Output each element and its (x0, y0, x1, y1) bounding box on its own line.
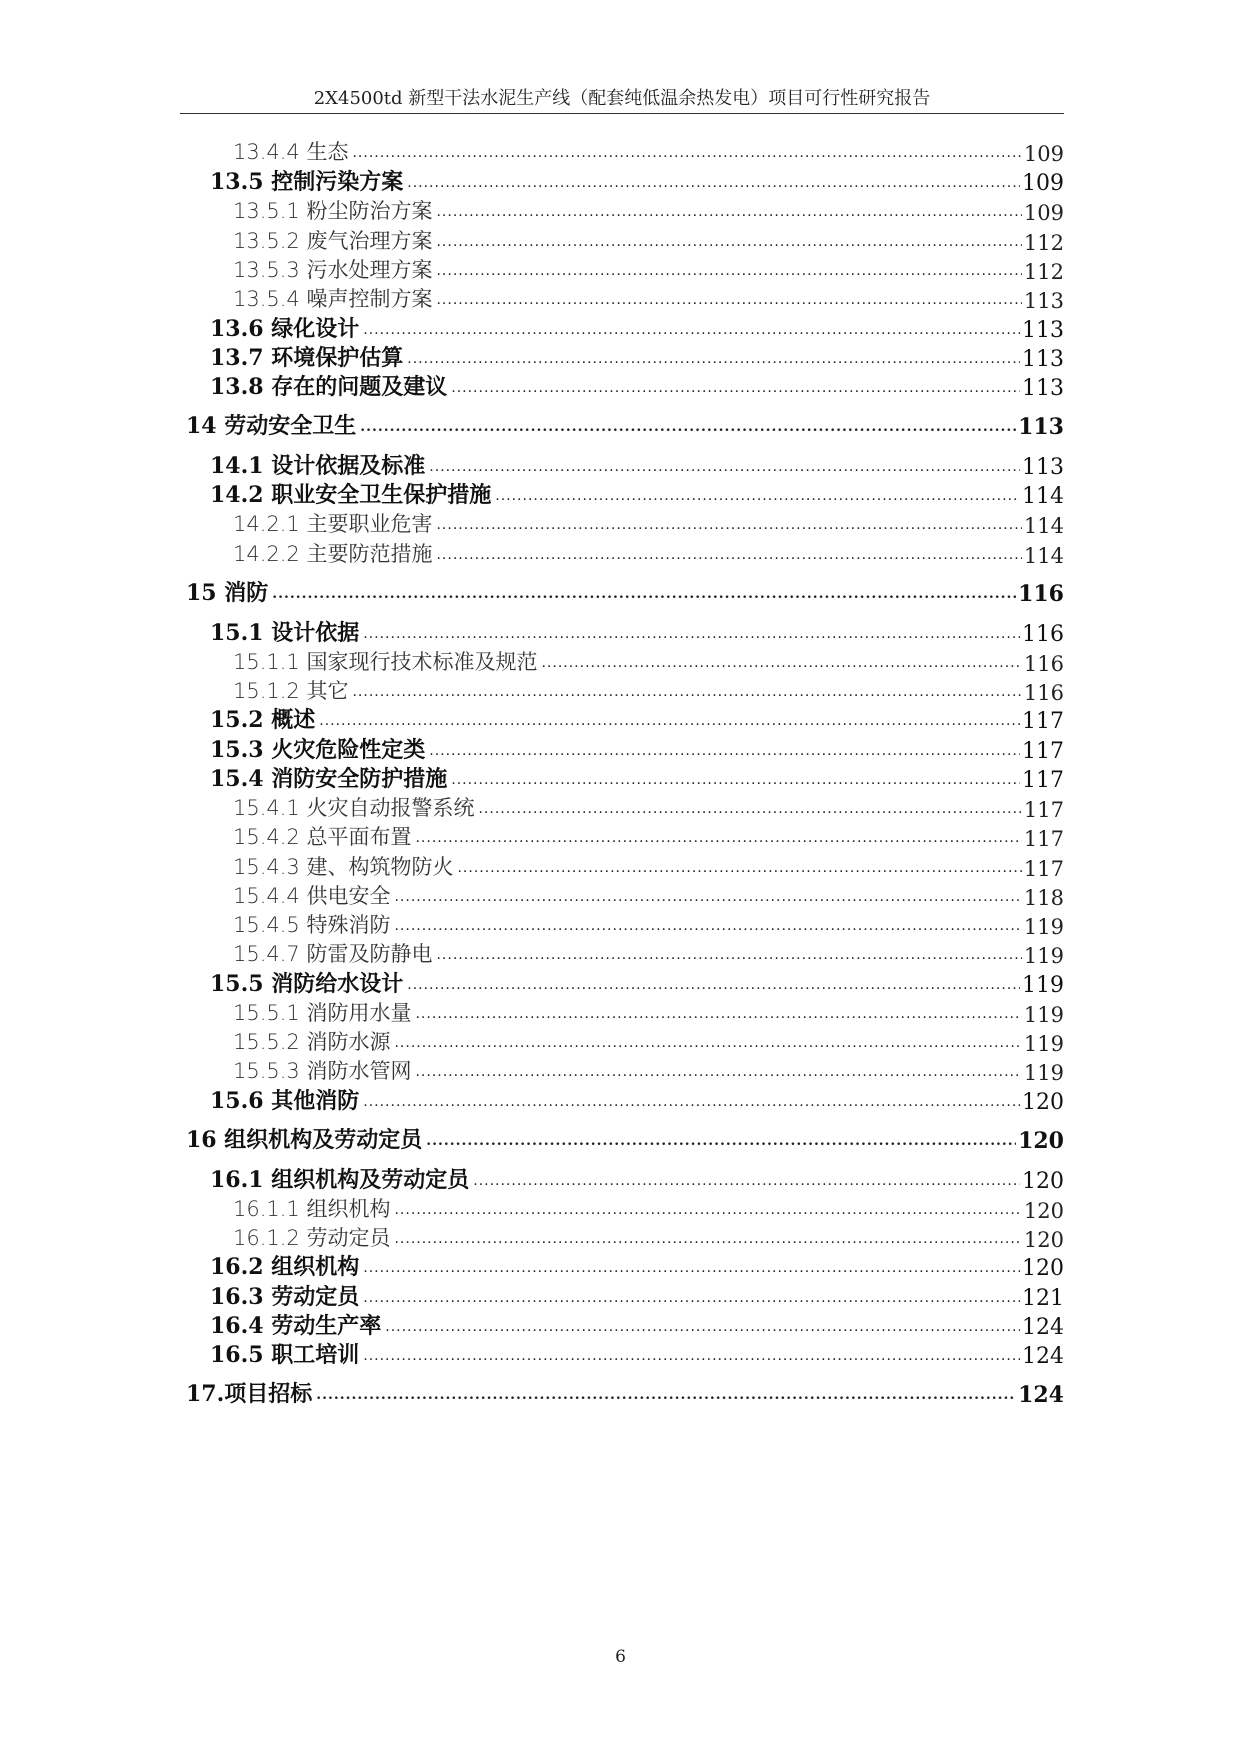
toc-entry-label: 15.6 其他消防 (210, 1088, 360, 1114)
toc-entry-page: 119 (1023, 915, 1064, 939)
toc-leader-dots (473, 1172, 1020, 1190)
toc-entry[interactable] (233, 646, 1064, 676)
toc-entry[interactable] (233, 821, 1064, 851)
toc-entry[interactable] (186, 410, 1064, 440)
toc-entry[interactable] (233, 909, 1064, 939)
toc-leader-dots (363, 1289, 1020, 1307)
toc-entry-label: 15.1.2 其它 (233, 679, 349, 703)
toc-entry[interactable] (233, 283, 1064, 313)
toc-entry-page: 117 (1022, 709, 1064, 734)
toc-entry[interactable] (233, 1222, 1064, 1252)
toc-entry-page: 114 (1023, 514, 1064, 538)
toc-leader-dots (352, 683, 1021, 701)
toc-entry-page: 119 (1023, 1061, 1064, 1085)
toc-entry-page: 109 (1023, 201, 1064, 225)
toc-leader-dots (415, 829, 1021, 847)
toc-entry-label: 15 消防 (186, 580, 269, 606)
toc-entry[interactable] (186, 577, 1064, 607)
toc-leader-dots (363, 1093, 1020, 1111)
toc-entry-label: 15.2 概述 (210, 707, 316, 733)
toc-entry[interactable] (210, 166, 1064, 196)
toc-entry[interactable] (210, 1085, 1064, 1115)
toc-entry[interactable] (233, 880, 1064, 910)
toc-entry-label: 13.4.4 生态 (233, 140, 349, 164)
toc-entry-label: 15.4.4 供电安全 (233, 884, 391, 908)
toc-entry-label: 16.4 劳动生产率 (210, 1313, 382, 1339)
toc-entry-page: 124 (1022, 1315, 1064, 1340)
toc-entry[interactable] (233, 851, 1064, 881)
toc-entry-page: 120 (1023, 1199, 1064, 1223)
toc-entry-page: 113 (1023, 289, 1064, 313)
toc-leader-dots (429, 458, 1020, 476)
toc-entry-page: 121 (1022, 1286, 1064, 1311)
toc-entry-label: 13.5 控制污染方案 (210, 169, 404, 195)
toc-entry-label: 13.7 环境保护估算 (210, 345, 404, 371)
toc-entry[interactable] (186, 1378, 1064, 1408)
toc-leader-dots (436, 262, 1021, 280)
toc-leader-dots (363, 1259, 1020, 1277)
toc-leader-dots (436, 203, 1021, 221)
toc-entry[interactable] (233, 254, 1064, 284)
toc-entry[interactable] (210, 968, 1064, 998)
toc-entry[interactable] (210, 342, 1064, 372)
toc-leader-dots (436, 946, 1021, 964)
toc-leader-dots (272, 585, 1016, 603)
toc-entry[interactable] (233, 136, 1064, 166)
toc-entry[interactable] (233, 538, 1064, 568)
toc-entry-label: 15.1.1 国家现行技术标准及规范 (233, 650, 538, 674)
toc-entry-page: 117 (1023, 798, 1064, 822)
toc-leader-dots (316, 1386, 1016, 1404)
toc-entry-label: 16.1.2 劳动定员 (233, 1226, 391, 1250)
toc-entry-page: 124 (1018, 1382, 1064, 1408)
toc-leader-dots (478, 800, 1021, 818)
toc-leader-dots (363, 321, 1020, 339)
toc-leader-dots (394, 1230, 1021, 1248)
toc-entry-label: 13.5.2 废气治理方案 (233, 229, 433, 253)
toc-entry-label: 16.1 组织机构及劳动定员 (210, 1167, 470, 1193)
toc-leader-dots (436, 291, 1021, 309)
toc-entry-page: 117 (1023, 827, 1064, 851)
toc-entry-page: 117 (1022, 768, 1064, 793)
toc-leader-dots (457, 859, 1021, 877)
toc-leader-dots (407, 174, 1020, 192)
toc-entry[interactable] (233, 997, 1064, 1027)
toc-entry-label: 15.4.1 火灾自动报警系统 (233, 796, 475, 820)
toc-entry-page: 117 (1023, 857, 1064, 881)
toc-entry-page: 118 (1023, 886, 1064, 910)
toc-leader-dots (352, 144, 1021, 162)
toc-entry-page: 116 (1018, 581, 1064, 607)
toc-entry-label: 17.项目招标 (186, 1381, 313, 1407)
toc-leader-dots (415, 1005, 1021, 1023)
toc-entry-label: 16.5 职工培训 (210, 1342, 360, 1368)
toc-entry[interactable] (186, 1124, 1064, 1154)
toc-entry[interactable] (210, 313, 1064, 343)
toc-leader-dots (426, 1132, 1016, 1150)
toc-entry[interactable] (210, 617, 1064, 647)
toc-entry-label: 15.4.3 建、构筑物防火 (233, 855, 454, 879)
toc-entry-label: 13.6 绿化设计 (210, 316, 360, 342)
toc-entry-page: 119 (1023, 1032, 1064, 1056)
toc-entry-label: 16.2 组织机构 (210, 1254, 360, 1280)
toc-entry-page: 120 (1022, 1090, 1064, 1115)
toc-entry-label: 14.2 职业安全卫生保护措施 (210, 482, 492, 508)
toc-entry-page: 119 (1022, 973, 1064, 998)
toc-leader-dots (541, 654, 1021, 672)
toc-entry-label: 15.3 火灾危险性定类 (210, 737, 426, 763)
toc-entry-label: 14.2.1 主要职业危害 (233, 512, 433, 536)
toc-entry-page: 113 (1022, 318, 1064, 343)
toc-leader-dots (429, 742, 1020, 760)
toc-leader-dots (363, 1347, 1020, 1365)
toc-entry[interactable] (210, 1164, 1064, 1194)
toc-entry-page: 113 (1018, 414, 1064, 440)
toc-entry-page: 116 (1023, 652, 1064, 676)
toc-leader-dots (394, 1034, 1021, 1052)
toc-entry-label: 16.1.1 组织机构 (233, 1197, 391, 1221)
toc-leader-dots (385, 1318, 1020, 1336)
toc-entry[interactable] (233, 1193, 1064, 1223)
toc-entry-label: 13.5.1 粉尘防治方案 (233, 199, 433, 223)
toc-leader-dots (394, 917, 1021, 935)
toc-leader-dots (394, 1201, 1021, 1219)
toc-entry[interactable] (233, 675, 1064, 705)
toc-entry[interactable] (210, 1251, 1064, 1281)
toc-entry-label: 16 组织机构及劳动定员 (186, 1127, 423, 1153)
toc-entry-page: 112 (1023, 260, 1064, 284)
toc-entry[interactable] (233, 792, 1064, 822)
toc-entry-page: 113 (1022, 376, 1064, 401)
toc-entry[interactable] (210, 450, 1064, 480)
toc-leader-dots (495, 487, 1020, 505)
toc-entry[interactable] (210, 1339, 1064, 1369)
toc-entry-page: 120 (1023, 1228, 1064, 1252)
toc-entry-page: 116 (1022, 622, 1064, 647)
toc-leader-dots (360, 418, 1016, 436)
toc-entry-page: 114 (1022, 484, 1064, 509)
toc-leader-dots (436, 546, 1021, 564)
toc-entry-page: 113 (1022, 455, 1064, 480)
toc-entry-label: 15.5 消防给水设计 (210, 971, 404, 997)
toc-entry[interactable] (210, 734, 1064, 764)
toc-leader-dots (436, 516, 1021, 534)
toc-entry-label: 14.1 设计依据及标准 (210, 453, 426, 479)
toc-entry-page: 109 (1022, 171, 1064, 196)
toc-entry-page: 113 (1022, 347, 1064, 372)
toc-entry-page: 119 (1023, 1003, 1064, 1027)
toc-leader-dots (407, 350, 1020, 368)
toc-entry-label: 13.8 存在的问题及建议 (210, 374, 448, 400)
toc-entry-page: 120 (1022, 1256, 1064, 1281)
toc-entry-label: 15.5.2 消防水源 (233, 1030, 391, 1054)
toc-leader-dots (363, 625, 1020, 643)
toc-entry[interactable] (210, 479, 1064, 509)
toc-entry-label: 15.5.1 消防用水量 (233, 1001, 412, 1025)
toc-leader-dots (407, 976, 1020, 994)
toc-entry[interactable] (210, 371, 1064, 401)
toc-entry[interactable] (210, 1281, 1064, 1311)
toc-entry-label: 16.3 劳动定员 (210, 1284, 360, 1310)
toc-entry[interactable] (210, 763, 1064, 793)
toc-entry[interactable] (210, 704, 1064, 734)
toc-entry[interactable] (233, 938, 1064, 968)
toc-entry[interactable] (233, 1055, 1064, 1085)
toc-leader-dots (451, 771, 1020, 789)
toc-entry-page: 120 (1022, 1169, 1064, 1194)
toc-entry[interactable] (233, 1026, 1064, 1056)
toc-entry[interactable] (233, 508, 1064, 538)
toc-leader-dots (451, 379, 1020, 397)
toc-entry[interactable] (233, 225, 1064, 255)
toc-entry-page: 112 (1023, 231, 1064, 255)
toc-entry-label: 15.4 消防安全防护措施 (210, 766, 448, 792)
toc-entry-page: 109 (1023, 142, 1064, 166)
toc-entry-label: 15.5.3 消防水管网 (233, 1059, 412, 1083)
toc-entry-label: 13.5.3 污水处理方案 (233, 258, 433, 282)
toc-entry-label: 15.4.5 特殊消防 (233, 913, 391, 937)
toc-entry-page: 119 (1023, 944, 1064, 968)
toc-leader-dots (394, 888, 1021, 906)
toc-entry-label: 13.5.4 噪声控制方案 (233, 287, 433, 311)
toc-entry-page: 120 (1018, 1128, 1064, 1154)
toc-entry-page: 117 (1022, 739, 1064, 764)
toc-entry-label: 14.2.2 主要防范措施 (233, 542, 433, 566)
toc-entry[interactable] (233, 195, 1064, 225)
toc-leader-dots (436, 233, 1021, 251)
page-number: 6 (615, 1647, 626, 1667)
toc-entry-page: 124 (1022, 1344, 1064, 1369)
toc-entry-page: 116 (1023, 681, 1064, 705)
toc-entry[interactable] (210, 1310, 1064, 1340)
toc-entry-page: 114 (1023, 544, 1064, 568)
toc-entry-label: 14 劳动安全卫生 (186, 413, 357, 439)
toc-leader-dots (319, 712, 1020, 730)
running-header: 2X4500td 新型干法水泥生产线（配套纯低温余热发电）项目可行性研究报告 (313, 88, 931, 109)
toc-leader-dots (415, 1063, 1021, 1081)
toc-entry-label: 15.4.7 防雷及防静电 (233, 942, 433, 966)
toc-entry-label: 15.4.2 总平面布置 (233, 825, 412, 849)
toc-entry-label: 15.1 设计依据 (210, 620, 360, 646)
